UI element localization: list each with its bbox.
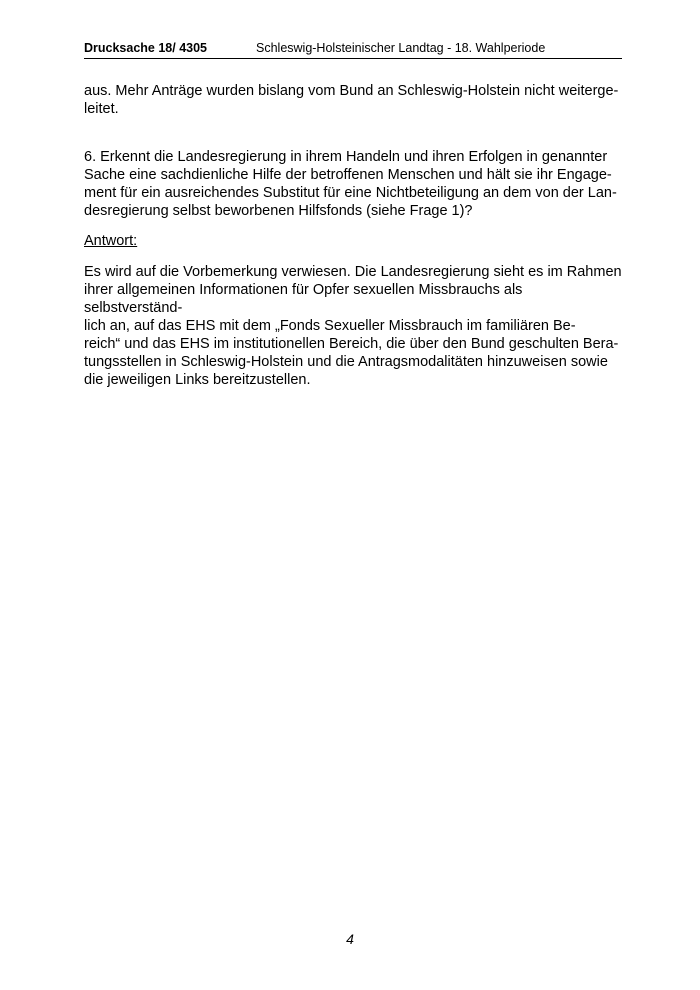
paragraph-continuation: aus. Mehr Anträge wurden bislang vom Bund an Schleswig-Holstein nicht weiterge- leitet. [84,83,619,117]
page-header [84,38,622,59]
answer-label: Antwort: [84,233,138,249]
header-title: Schleswig-Holsteinischer Landtag - 18. Wahlperiode [256,41,546,55]
page-number: 4 [346,931,354,947]
answer-paragraph: Es wird auf die Vorbemerkung verwiesen. Die Landesregierung sieht es im Rahmen ihrer allgemeinen Informationen für Opfer sexuellen Missbrauchs als selbstverständ- lich an, auf das EHS mit dem „Fonds Sexueller Missbrauch im familiären Be- reich“ und das EHS im institutionellen Bereich, die über den Bund geschulten Bera- tungsstellen in Schleswig-Holstein und die Antragsmodalitäten hinzuweisen sowie die jeweiligen Links bereitzustellen. [84,264,622,388]
document-number: Drucksache 18/ 4305 [84,41,208,55]
question-paragraph: 6. Erkennt die Landesregierung in ihrem Handeln und ihren Erfolgen in genannter Sache eine sachdienliche Hilfe der betroffenen Menschen und hält sie ihr Engage- ment für ein ausreichendes Substitut für eine Nichtbeteiligung an dem von der Lan- desregierung selbst beworbenen Hilfsfonds (siehe Frage 1)? [84,149,617,219]
